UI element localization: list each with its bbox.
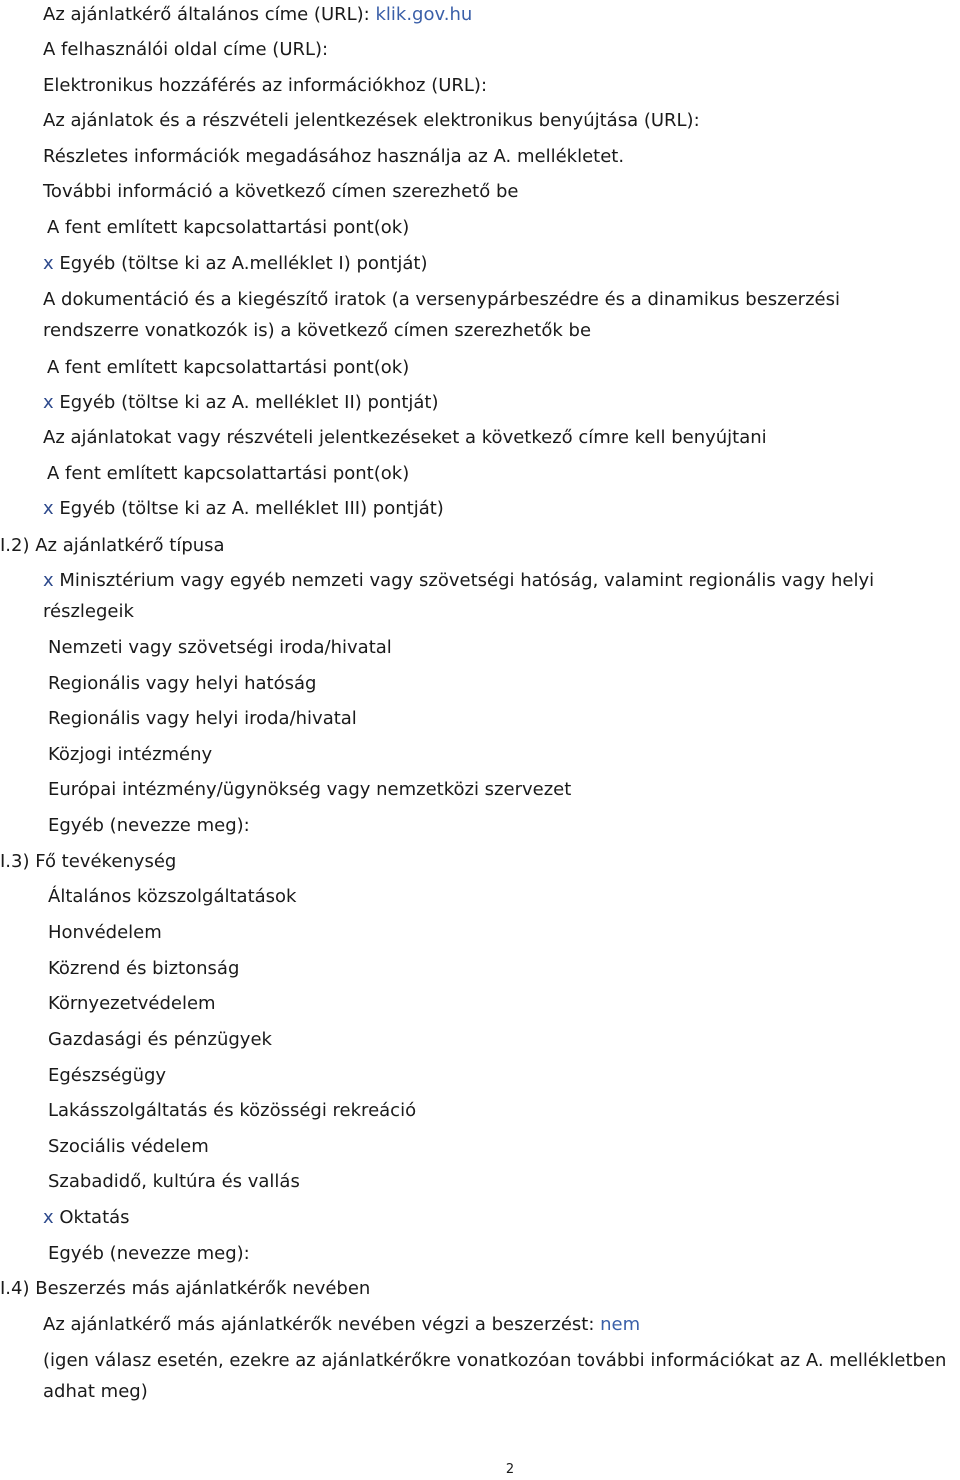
section-1-3-option: Szociális védelem [48, 1136, 209, 1157]
section-1-4-heading: I.4) Beszerzés más ajánlatkérők nevében [0, 1278, 371, 1299]
section-1-4-note-line2: adhat meg) [43, 1381, 148, 1402]
section-1-3-option: Környezetvédelem [48, 993, 216, 1014]
documents-heading-line2: rendszerre vonatkozók is) a következő címen szerezhetők be [43, 320, 592, 341]
section-1-3-option: Gazdasági és pénzügyek [48, 1029, 272, 1050]
further-info-heading: További információ a következő címen szerezhető be [43, 181, 519, 202]
page-number: 2 [505, 1462, 515, 1477]
further-info-other-label: Egyéb (töltse ki az A.melléklet I) pontját) [59, 253, 428, 274]
section-1-2-option: Európai intézmény/ügynökség vagy nemzetközi szervezet [48, 779, 572, 800]
checked-mark: x [43, 570, 54, 591]
general-address-link[interactable]: klik.gov.hu [375, 4, 473, 25]
checked-mark: x [43, 498, 54, 519]
section-1-3-other-option: Egyéb (nevezze meg): [48, 1243, 250, 1264]
documents-other-label: Egyéb (töltse ki az A. melléklet II) pontját) [59, 392, 439, 413]
electronic-submission-line: Az ajánlatok és a részvételi jelentkezések elektronikus benyújtása (URL): [43, 110, 700, 131]
section-1-4-answer: nem [600, 1314, 641, 1335]
section-1-4-question: Az ajánlatkérő más ajánlatkérők nevében végzi a beszerzést: [43, 1314, 601, 1335]
submission-other-label: Egyéb (töltse ki az A. melléklet III) pontját) [59, 498, 444, 519]
section-1-3-option: Általános közszolgáltatások [48, 886, 297, 907]
general-address-label: Az ajánlatkérő általános címe (URL): [43, 4, 376, 25]
documents-heading-line1: A dokumentáció és a kiegészítő iratok (a versenypárbeszédre és a dinamikus beszerzési [43, 289, 840, 310]
section-1-2-option: Regionális vagy helyi hatóság [48, 673, 317, 694]
further-info-contact-option: A fent említett kapcsolattartási pont(ok) [47, 217, 410, 238]
submission-contact-option: A fent említett kapcsolattartási pont(ok) [47, 463, 410, 484]
section-1-2-option: Közjogi intézmény [48, 744, 213, 765]
section-1-2-selected-label-cont: részlegeik [43, 601, 134, 622]
section-1-2-option: Egyéb (nevezze meg): [48, 815, 250, 836]
section-1-3-heading: I.3) Fő tevékenység [0, 851, 177, 872]
section-1-3-option: Honvédelem [48, 922, 162, 943]
checked-mark: x [43, 253, 54, 274]
section-1-3-option: Lakásszolgáltatás és közösségi rekreáció [48, 1100, 417, 1121]
checked-mark: x [43, 392, 54, 413]
submission-other-option [43, 498, 444, 520]
section-1-3-option: Szabadidő, kultúra és vallás [48, 1171, 300, 1192]
further-info-other-option [43, 253, 428, 275]
section-1-3-option: Közrend és biztonság [48, 958, 240, 979]
submission-heading: Az ajánlatokat vagy részvételi jelentkezéseket a következő címre kell benyújtani [43, 427, 767, 448]
section-1-2-selected-option [43, 570, 874, 592]
section-1-4-question-line [43, 1314, 640, 1336]
general-address-line [43, 4, 472, 26]
section-1-4-note-line1: (igen válasz esetén, ezekre az ajánlatkérőkre vonatkozóan további információkat az A. mellékletben [43, 1350, 947, 1371]
documents-contact-option: A fent említett kapcsolattartási pont(ok) [47, 357, 410, 378]
electronic-access-line: Elektronikus hozzáférés az információkhoz (URL): [43, 75, 488, 96]
details-note-line: Részletes információk megadásához használja az A. mellékletet. [43, 146, 625, 167]
section-1-2-selected-label: Minisztérium vagy egyéb nemzeti vagy szövetségi hatóság, valamint regionális vagy helyi [59, 570, 875, 591]
checked-mark: x [43, 1207, 54, 1228]
documents-other-option [43, 392, 439, 414]
section-1-2-option: Regionális vagy helyi iroda/hivatal [48, 708, 357, 729]
section-1-3-option: Egészségügy [48, 1065, 167, 1086]
section-1-3-selected-option [43, 1207, 130, 1229]
section-1-2-heading: I.2) Az ajánlatkérő típusa [0, 535, 225, 556]
buyer-profile-line: A felhasználói oldal címe (URL): [43, 39, 329, 60]
section-1-2-option: Nemzeti vagy szövetségi iroda/hivatal [48, 637, 392, 658]
section-1-3-selected-label: Oktatás [59, 1207, 130, 1228]
